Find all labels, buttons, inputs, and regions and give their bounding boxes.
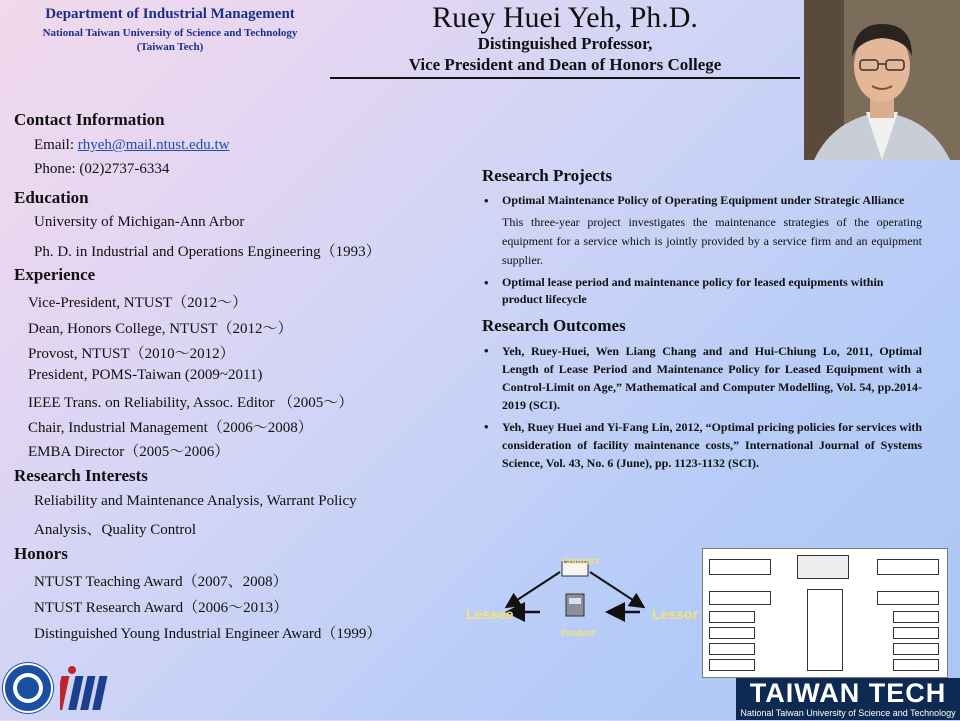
flowchart-box	[893, 611, 939, 623]
flowchart-image	[702, 548, 948, 678]
education-line: University of Michigan-Ann Arbor	[34, 214, 245, 230]
flowchart-box	[877, 559, 939, 575]
lessor-label: Lessor	[652, 606, 698, 622]
flowchart-box	[893, 659, 939, 671]
flowchart-box	[709, 559, 771, 575]
portrait-photo	[804, 0, 960, 160]
project-description: This three-year project investigates the maintenance strategies of the operating equipment for a service which is jointly provided by a service firm and an equipment supplier.	[502, 215, 922, 267]
project-item: • Optimal Maintenance Policy of Operating Equipment under Strategic Alliance	[482, 192, 922, 209]
experience-line: EMBA Director（2005～2006）	[28, 444, 230, 460]
experience-line: IEEE Trans. on Reliability, Assoc. Editor （2005～）	[28, 395, 354, 411]
department-header	[10, 6, 330, 53]
experience-line: Chair, Industrial Management（2006～2008）	[28, 420, 313, 436]
email-label: Email:	[34, 137, 78, 153]
research-panel	[482, 166, 922, 472]
projects-heading: Research Projects	[482, 166, 613, 185]
honors-heading: Honors	[14, 544, 68, 563]
phone-line: Phone: (02)2737-6334	[34, 161, 170, 177]
education-heading: Education	[14, 188, 89, 207]
interests-heading: Research Interests	[14, 466, 148, 485]
honors-line: NTUST Research Award（2006～2013）	[34, 600, 289, 616]
interests-line: Reliability and Maintenance Analysis, Warrant Policy	[34, 493, 357, 509]
banner-subtitle: National Taiwan University of Science and Technology	[740, 708, 956, 718]
flowchart-box	[709, 591, 771, 605]
education-line: Ph. D. in Industrial and Operations Engineering（1993）	[34, 244, 381, 260]
flowchart-box	[893, 643, 939, 655]
name-block	[330, 2, 800, 79]
ntust-emblem	[2, 662, 54, 714]
university-short-name: (Taiwan Tech)	[136, 41, 204, 53]
flowchart-box	[709, 627, 755, 639]
contract-label: Contract	[562, 556, 600, 566]
im-logo	[60, 664, 118, 716]
flowchart-box	[807, 589, 843, 671]
taiwan-tech-banner	[736, 678, 960, 720]
contact-heading: Contact Information	[14, 110, 165, 129]
professor-role: Vice President and Dean of Honors College	[330, 54, 800, 79]
experience-line: Provost, NTUST（2010～2012）	[28, 346, 235, 362]
experience-line: Vice-President, NTUST（2012～）	[28, 295, 248, 311]
experience-heading: Experience	[14, 265, 96, 284]
project-item: • Optimal lease period and maintenance policy for leased equipments within product lifecycle	[482, 274, 922, 308]
honors-line: Distinguished Young Industrial Engineer Award（1999）	[34, 626, 382, 642]
flowchart-box	[797, 555, 849, 579]
email-line	[34, 137, 229, 154]
university-name: National Taiwan University of Science and Technology	[42, 27, 298, 39]
flowchart-box	[893, 627, 939, 639]
lessee-label: Lessee	[466, 606, 514, 622]
interests-line: Analysis、Quality Control	[34, 522, 197, 538]
professor-name: Ruey Huei Yeh, Ph.D.	[432, 1, 698, 34]
flowchart-box	[709, 611, 755, 623]
department-name: Department of Industrial Management	[45, 6, 295, 22]
experience-line: President, POMS-Taiwan (2009~2011)	[28, 367, 263, 383]
professor-title: Distinguished Professor,	[477, 34, 653, 53]
honors-line: NTUST Teaching Award（2007、2008）	[34, 574, 288, 590]
product-label: Product	[561, 628, 596, 638]
outcome-item: • Yeh, Ruey-Huei, Wen Liang Chang and and Hui-Chiung Lo, 2011, Optimal Length of Lease Period and Maintenance Policy for Leased Equipment with a Control-Limit on Age,” Mathematical and Computer Modelling, Vol. 54, pp.2014-2019 (SCI).	[482, 342, 922, 414]
im-logo-mark	[60, 664, 118, 716]
flowchart-box	[709, 643, 755, 655]
ntust-logo	[2, 662, 54, 714]
email-link[interactable]: rhyeh@mail.ntust.edu.tw	[77, 137, 230, 153]
experience-line: Dean, Honors College, NTUST（2012～）	[28, 321, 293, 337]
flowchart-box	[709, 659, 755, 671]
outcomes-heading: Research Outcomes	[482, 316, 626, 335]
portrait-illustration	[804, 0, 960, 160]
flowchart-box	[877, 591, 939, 605]
banner-title: TAIWAN TECH	[749, 678, 947, 708]
outcome-item: • Yeh, Ruey Huei and Yi-Fang Lin, 2012, “Optimal pricing policies for services with consideration of facility maintenance costs,” International Journal of Systems Science, Vol. 43, No. 6 (June), pp. 1123-1132 (SCI).	[482, 418, 922, 472]
